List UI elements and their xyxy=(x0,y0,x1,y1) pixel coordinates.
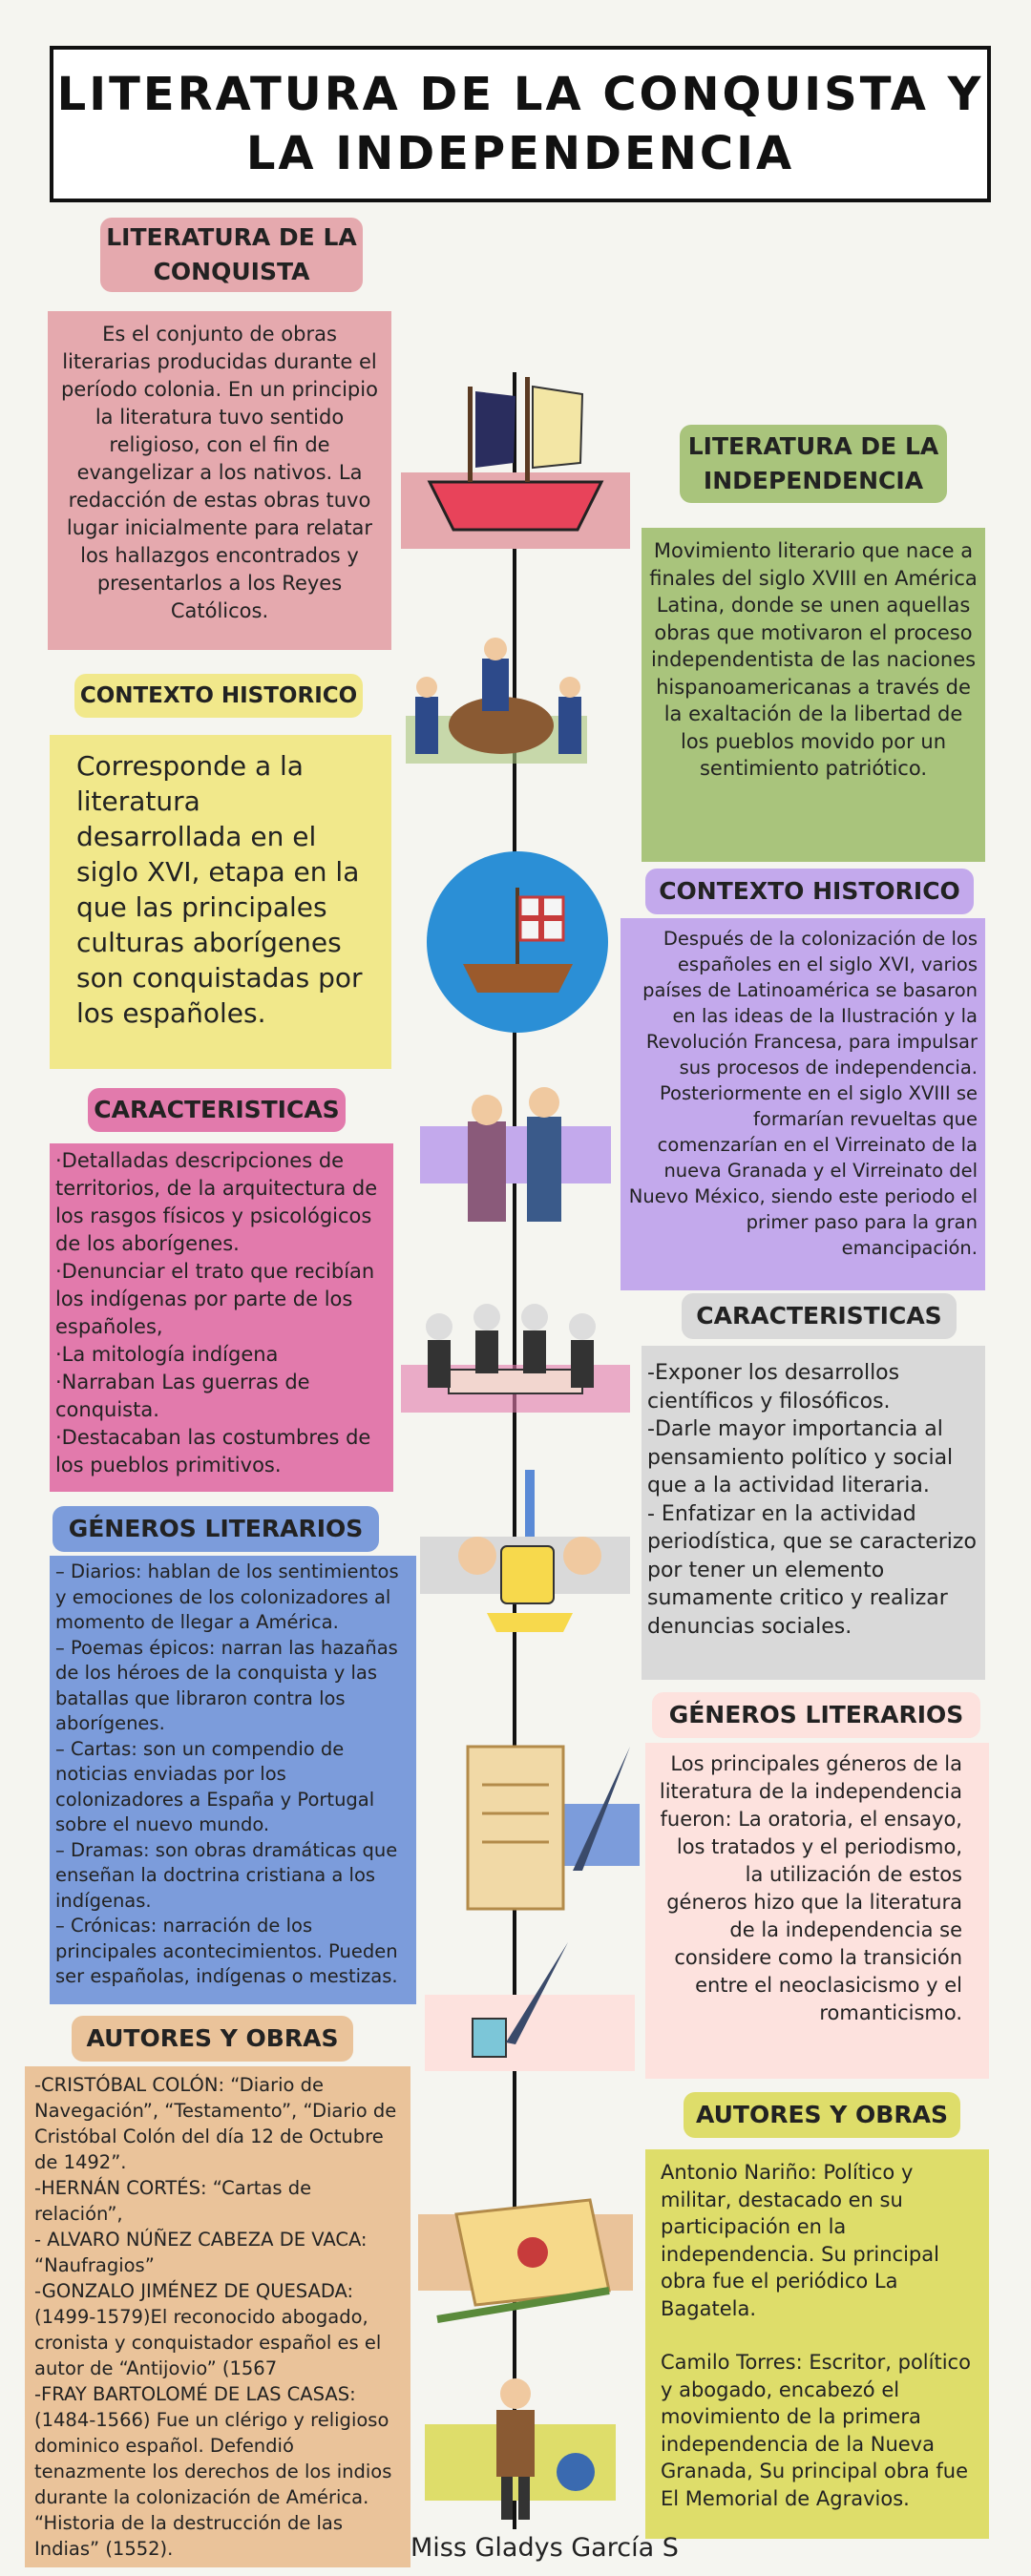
conquistadors-illustration xyxy=(387,620,606,802)
explorer-illustration xyxy=(425,2357,616,2529)
conquista-heading: LITERATURA DE LA CONQUISTA xyxy=(100,218,363,292)
independencia-autores-list: Antonio Nariño: Político y militar, destacado en su participación en la independencia. Su principal obra fue el periódico La Bagatela. Camilo Torres: Escritor, político y abogado, encabezó el movimiento de la primera independencia de la Nueva Granada, Su principal obra fue El Memorial de Agravios. xyxy=(645,2149,989,2539)
scroll-quill-illustration xyxy=(449,1728,640,1918)
independencia-contexto-heading: CONTEXTO HISTORICO xyxy=(645,869,974,914)
globe-ship-illustration xyxy=(425,849,611,1036)
title-box xyxy=(50,46,991,202)
conquista-autores-heading: AUTORES Y OBRAS xyxy=(72,2016,353,2062)
independencia-generos-text: Los principales géneros de la literatura de la independencia fueron: La oratoria, el ensayo, los tratados y el periodismo, la utilización de estos géneros hizo que la literatura de la independencia se considere como la transición entre el neoclasicismo y el romanticismo. xyxy=(645,1743,989,2079)
envelope-illustration xyxy=(418,2186,633,2338)
author-signature: Miss Gladys García S xyxy=(410,2533,679,2563)
conquista-description: Es el conjunto de obras literarias producidas durante el período colonia. En un principio la literatura tuvo sentido religioso, con el fin de evangelizar a los nativos. La redacción de estas obras tuvo lugar inicialmente para relatar los hallazgos encontrados y presentarlos a los Reyes Católicos. xyxy=(48,311,391,650)
conquista-generos-heading: GÉNEROS LITERARIOS xyxy=(53,1506,379,1552)
conquista-contexto-heading: CONTEXTO HISTORICO xyxy=(74,674,363,718)
assembly-illustration xyxy=(401,1279,630,1441)
independencia-autores-heading: AUTORES Y OBRAS xyxy=(684,2092,960,2138)
ship-illustration xyxy=(401,367,630,558)
conquista-generos-list: – Diarios: hablan de los sentimientos y emociones de los colonizadores al momento de llegar a América. – Poemas épicos: narran las hazañas de los héroes de la conquista y las batallas que libraron contra los aborígenes. – Cartas: son un compendio de noticias enviadas por los colonizadores a España y Portugal sobre el nuevo mundo. – Dramas: son obras dramáticas que enseñan la doctrina cristiana a los indígenas. – Crónicas: narración de los principales acontecimientos. Pueden ser españolas, indígenas o mestizas. xyxy=(50,1556,416,2004)
independencia-generos-heading: GÉNEROS LITERARIOS xyxy=(652,1692,980,1738)
independencia-caracteristicas-list: -Exponer los desarrollos científicos y filosóficos. -Darle mayor importancia al pensamiento político y social que a la actividad literaria. - Enfatizar en la actividad periodística, que se caracterizo por tener un elemento sumamente critico y realizar denuncias sociales. xyxy=(642,1346,985,1680)
independencia-caracteristicas-heading: CARACTERISTICAS xyxy=(682,1293,957,1339)
conquista-caracteristicas-heading: CARACTERISTICAS xyxy=(88,1088,346,1132)
ink-quill-illustration xyxy=(425,1937,635,2076)
independencia-contexto-text: Después de la colonización de los españoles en el siglo XVI, varios países de Latinoamérica se basaron en las ideas de la Ilustración y la Revolución Francesa, para impulsar sus procesos de independencia. Posteriormente en el siglo XVIII se formarían revueltas que comenzarían en el Virreinato de la nueva Granada y el Virreinato del Nuevo México, siendo este periodo el primer paso para la gran emancipación. xyxy=(621,918,985,1290)
conquista-caracteristicas-list: ·Detalladas descripciones de territorios, de la arquitectura de los rasgos físicos y psicológicos de los aborígenes. ·Denunciar el trato que recibían los indígenas por parte de los españoles, ·La mitología indígena ·Narraban Las guerras de conquista. ·Destacaban las costumbres de los pueblos primitivos. xyxy=(50,1143,393,1492)
independencia-heading: LITERATURA DE LA INDEPENDENCIA xyxy=(680,425,947,503)
page-title: LITERATURA DE LA CONQUISTA Y LA INDEPENDENCIA xyxy=(56,68,984,180)
conquista-autores-list: -CRISTÓBAL COLÓN: “Diario de Navegación”, “Testamento”, “Diario de Cristóbal Colón del día 12 de Octubre de 1492”. -HERNÁN CORTÉS: “Cartas de relación”, - ALVARO NÚÑEZ CABEZA DE VACA: “Naufragios” -GONZALO JIMÉNEZ DE QUESADA: (1499-1579)El reconocido abogado, cronista y conquistador español es el autor de “Antijovio” (1567 -FRAY BARTOLOMÉ DE LAS CASAS: (1484-1566) Fue un clérigo y religioso dominico español. Defendió tenazmente los derechos de los indios durante la colonización de América. “Historia de la destrucción de las Indias” (1552). xyxy=(25,2066,410,2567)
independencia-description: Movimiento literario que nace a finales del siglo XVIII en América Latina, donde se unen aquellas obras que motivaron el proceso independentista de las naciones hispanoamericanas a través de la exaltación de la libertad de los pueblos movido por un sentimiento patriótico. xyxy=(642,528,985,862)
hands-tools-illustration xyxy=(420,1451,630,1642)
couple-illustration xyxy=(420,1083,611,1226)
conquista-contexto-text: Corresponde a la literatura desarrollada en el siglo XVI, etapa en la que las principales culturas aborígenes son conquistadas por los españoles. xyxy=(50,735,391,1069)
